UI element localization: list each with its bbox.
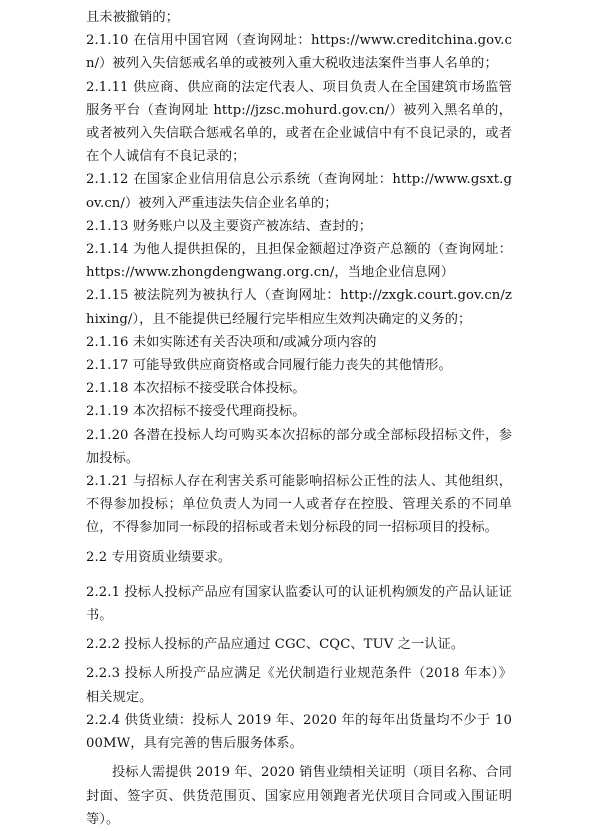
paragraph-2-1-11: 2.1.11 供应商、供应商的法定代表人、项目负责人在全国建筑市场监管服务平台（查询网址 http://jzsc.mohurd.gov.cn/）被列入黑名单的，或者被列入失信联合惩戒名单的，或者在企业诚信中有不良记录的，或者在个人诚信有不良记录的； — [86, 79, 512, 165]
paragraph-2-2-4: 2.2.4 供货业绩：投标人 2019 年、2020 年的每年出货量均不少于 1000MW，具有完善的售后服务体系。 — [86, 712, 512, 752]
paragraph-2-1-10: 2.1.10 在信用中国官网（查询网址：https://www.creditchina.gov.cn/）被列入失信惩戒名单的或被列入重大税收违法案件当事人名单的； — [86, 33, 512, 72]
paragraph-2-2-2: 2.2.2 投标人投标的产品应通过 CGC、CQC、TUV 之一认证。 — [86, 637, 465, 653]
paragraph-2-1-20: 2.1.20 各潜在投标人均可购买本次招标的部分或全部标段招标文件，参加投标。 — [86, 427, 512, 466]
section-heading-2-2: 2.2 专用资质业绩要求。 — [86, 549, 232, 565]
paragraph-2-1-12: 2.1.12 在国家企业信用信息公示系统（查询网址：http://www.gsxt.gov.cn/）被列入严重违法失信企业名单的； — [86, 172, 512, 211]
paragraph-2-1-13: 2.1.13 财务账户以及主要资产被冻结、查封的； — [86, 218, 373, 234]
paragraph-2-1-18: 2.1.18 本次招标不接受联合体投标。 — [86, 381, 306, 397]
paragraph-2-2-1: 2.2.1 投标人投标产品应有国家认监委认可的认证机构颁发的产品认证证书。 — [86, 584, 512, 624]
paragraph-2-1-15: 2.1.15 被法院列为被执行人（查询网址：http://zxgk.court.gov.cn/zhixing/），且不能提供已经履行完毕相应生效判决确定的义务的； — [86, 288, 512, 327]
paragraph-2-1-17: 2.1.17 可能导致供应商资格或合同履行能力丧失的其他情形。 — [86, 358, 452, 374]
paragraph-2-1-14: 2.1.14 为他人提供担保的，且担保金额超过净资产总额的（查询网址：https://www.zhongdengwang.org.cn/，当地企业信息网） — [86, 242, 512, 281]
paragraph-2-2-3: 2.2.3 投标人所投产品应满足《光伏制造行业规范条件（2018 年本）》相关规定。 — [86, 666, 512, 705]
paragraph-2-1-21: 2.1.21 与招标人存在利害关系可能影响招标公正性的法人、其他组织，不得参加投标；单位负责人为同一人或者存在控股、管理关系的不同单位，不得参加同一标段的招标或者未划分标段的同一招标项目的投标。 — [86, 474, 512, 536]
paragraph-2-1-19: 2.1.19 本次招标不接受代理商投标。 — [86, 404, 306, 420]
paragraph-performance-proof: 投标人需提供 2019 年、2020 销售业绩相关证明（项目名称、合同封面、签字页、供货范围页、国家应用领跑者光伏项目合同或入围证明等）。 — [86, 765, 512, 827]
paragraph-2-1-16: 2.1.16 未如实陈述有关否决项和/或减分项内容的 — [86, 334, 377, 350]
paragraph-continuation: 且未被撤销的； — [86, 10, 180, 25]
